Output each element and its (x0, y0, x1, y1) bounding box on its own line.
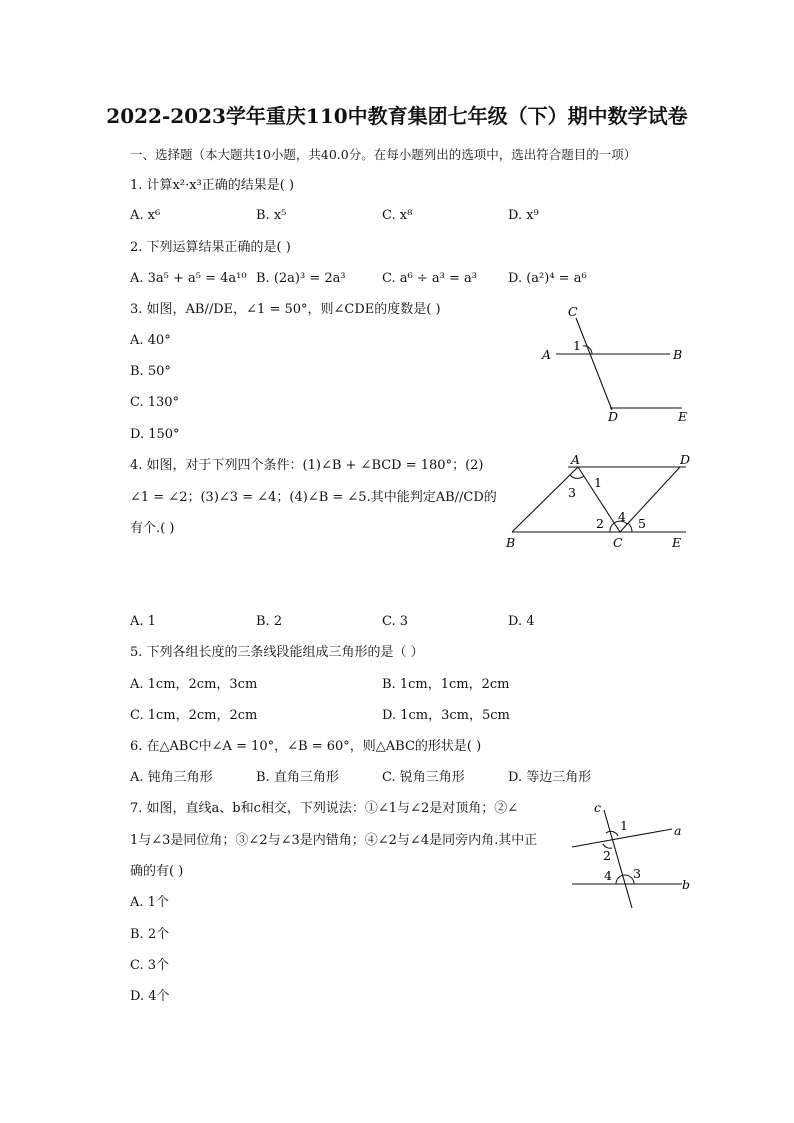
q6-option-c: C. 锐角三角形 (382, 770, 465, 785)
q3-label-e: E (678, 409, 688, 424)
q3-option-d: D. 150° (130, 427, 180, 442)
q4-option-d: D. 4 (508, 614, 535, 629)
q3-angle-arc (583, 346, 592, 354)
q3-figure (530, 300, 700, 430)
q4-option-a: A. 1 (130, 614, 156, 629)
q4-arc-a (570, 475, 584, 478)
q6-option-d: D. 等边三角形 (508, 770, 592, 785)
q6-option-a: A. 钝角三角形 (130, 770, 213, 785)
q5-option-d: D. 1cm，3cm，5cm (382, 708, 510, 723)
q7-option-b: B. 2个 (130, 927, 170, 942)
q4-label-d: D (680, 452, 691, 467)
q7-figure (560, 800, 700, 915)
q1-option-a: A. x⁶ (130, 208, 161, 223)
q4-label-e: E (672, 535, 682, 550)
q5-option-a: A. 1cm，2cm，3cm (130, 677, 258, 692)
q2-option-d: D. (a²)⁴ = a⁶ (508, 271, 587, 286)
q6-stem: 6. 在△ABC中∠A = 10°，∠B = 60°，则△ABC的形状是( ) (130, 739, 482, 754)
q4-stem-line3: 有个.( ) (130, 521, 175, 536)
q4-label-2: 2 (596, 516, 604, 531)
section-heading: 一、选择题（本大题共10小题，共40.0分。在每小题列出的选项中，选出符合题目的一项） (130, 147, 637, 162)
q1-stem: 1. 计算x²·x³正确的结果是( ) (130, 178, 295, 193)
q3-label-b: B (673, 347, 683, 362)
q4-option-b: B. 2 (256, 614, 283, 629)
q4-label-b: B (506, 535, 516, 550)
q7-option-a: A. 1个 (130, 895, 169, 910)
q4-arc-c5 (628, 523, 632, 532)
q3-label-1: 1 (573, 338, 581, 353)
q3-label-c: C (568, 304, 578, 319)
q4-line-cd (620, 467, 680, 532)
q1-option-d: D. x⁹ (508, 208, 539, 223)
q7-option-c: C. 3个 (130, 958, 170, 973)
q3-label-a: A (542, 347, 552, 362)
q1-option-b: B. x⁵ (256, 208, 287, 223)
page-title: 2022-2023学年重庆110中教育集团七年级（下）期中数学试卷 (106, 104, 688, 128)
q4-figure (500, 452, 700, 555)
q7-label-a: a (674, 823, 682, 838)
q4-label-c: C (613, 535, 623, 550)
q2-stem: 2. 下列运算结果正确的是( ) (130, 240, 291, 255)
q4-label-3: 3 (568, 485, 576, 500)
q3-stem: 3. 如图，AB//DE，∠1 = 50°，则∠CDE的度数是( ) (130, 302, 441, 317)
q3-option-a: A. 40° (130, 333, 171, 348)
q4-label-5: 5 (638, 516, 646, 531)
q7-stem-line1: 7. 如图，直线a、b和c相交，下列说法：①∠1与∠2是对顶角；②∠ (130, 801, 519, 816)
q7-label-2: 2 (603, 848, 611, 863)
q4-option-c: C. 3 (382, 614, 409, 629)
q3-label-d: D (608, 409, 619, 424)
q3-option-b: B. 50° (130, 364, 171, 379)
q5-option-c: C. 1cm，2cm，2cm (130, 708, 258, 723)
q7-stem-line3: 确的有( ) (130, 864, 184, 879)
q7-label-3: 3 (633, 866, 641, 881)
q7-label-4: 4 (604, 868, 612, 883)
q2-option-b: B. (2a)³ = 2a³ (256, 271, 346, 286)
q2-option-a: A. 3a⁵ + a⁵ = 4a¹⁰ (130, 271, 247, 286)
q2-option-c: C. a⁶ ÷ a³ = a³ (382, 271, 477, 286)
q5-option-b: B. 1cm，1cm，2cm (382, 677, 510, 692)
q4-label-4: 4 (618, 509, 626, 524)
q7-label-c: c (594, 800, 602, 815)
q3-line-cd (576, 318, 612, 410)
q7-label-1: 1 (620, 818, 628, 833)
q7-stem-line2: 1与∠3是同位角；③∠2与∠3是内错角；④∠2与∠4是同旁内角.其中正 (130, 833, 538, 848)
q1-option-c: C. x⁸ (382, 208, 413, 223)
q7-option-d: D. 4个 (130, 989, 170, 1004)
q4-stem-line2: ∠1 = ∠2；(3)∠3 = ∠4；(4)∠B = ∠5.其中能判定AB//CD的 (130, 490, 497, 505)
q6-option-b: B. 直角三角形 (256, 770, 339, 785)
q7-arc-1 (606, 831, 618, 836)
q4-stem-line1: 4. 如图，对于下列四个条件：(1)∠B + ∠BCD = 180°；(2) (130, 458, 484, 473)
q7-label-b: b (682, 877, 691, 892)
q4-label-1: 1 (594, 475, 602, 490)
q5-stem: 5. 下列各组长度的三条线段能组成三角形的是（ ） (130, 645, 424, 660)
q3-option-c: C. 130° (130, 395, 180, 410)
q4-label-a: A (571, 452, 581, 467)
